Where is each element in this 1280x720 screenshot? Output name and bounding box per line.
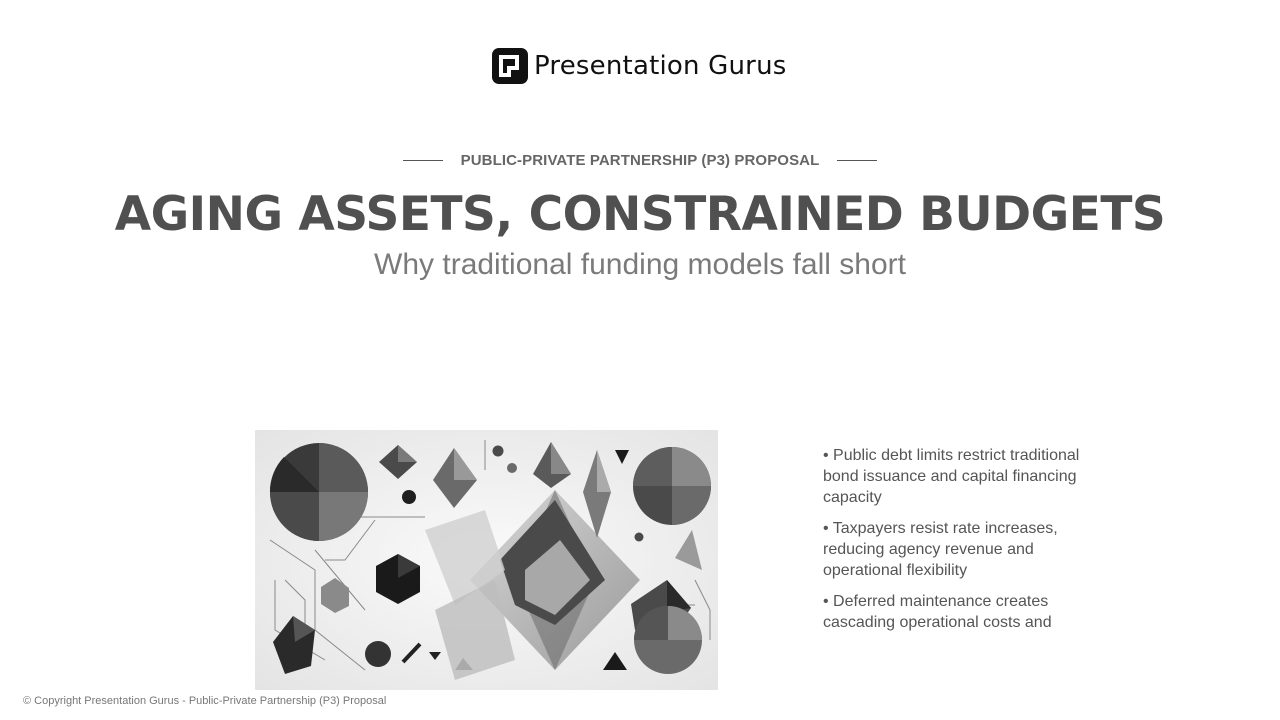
eyebrow-line-right (837, 160, 877, 161)
eyebrow (0, 152, 1280, 169)
page-title: AGING ASSETS, CONSTRAINED BUDGETS (114, 187, 1166, 242)
logo-text: Presentation Gurus (534, 51, 787, 81)
bullet-list (823, 445, 1083, 660)
geometric-illustration (255, 430, 718, 690)
presentation-gurus-logo-icon (492, 48, 528, 84)
eyebrow-line-left (403, 160, 443, 161)
logo (492, 47, 787, 85)
eyebrow-text: PUBLIC-PRIVATE PARTNERSHIP (P3) PROPOSAL (460, 152, 820, 169)
bullet-item: • Taxpayers resist rate increases, reducing agency revenue and operational flexibility (823, 520, 1058, 579)
footer-copyright: © Copyright Presentation Gurus - Public-Private Partnership (P3) Proposal (23, 695, 387, 707)
bullet-item: • Public debt limits restrict traditional bond issuance and capital financing capacity (823, 447, 1080, 506)
page-subtitle: Why traditional funding models fall short (374, 248, 906, 281)
bullet-item: • Deferred maintenance creates cascading operational costs and (823, 593, 1052, 631)
